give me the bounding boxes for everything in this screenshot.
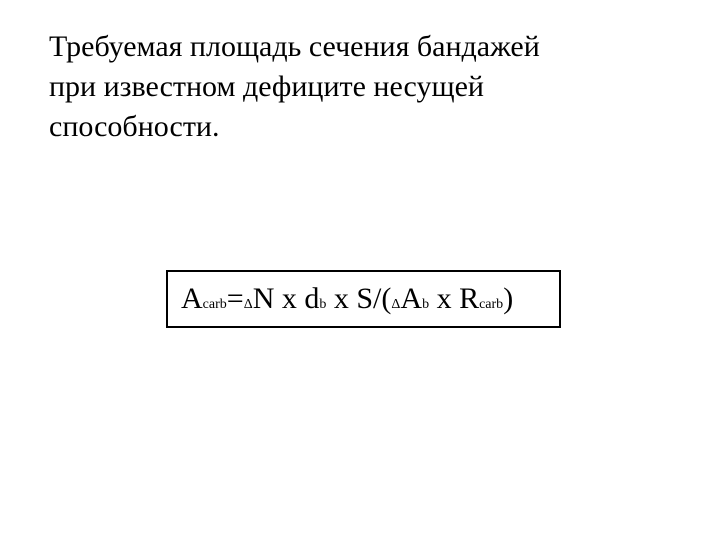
formula-a: A (181, 282, 203, 315)
formula-a-subscript: carb (202, 297, 227, 312)
formula (181, 284, 513, 314)
title-line-2: при известном дефиците несущей (49, 70, 484, 103)
formula-close-paren: ) (503, 282, 514, 315)
formula-a2: A (400, 282, 423, 315)
formula-s-term: x S/( (326, 282, 392, 315)
formula-n-term: N x d (252, 282, 320, 315)
formula-a2-subscript: b (422, 297, 430, 312)
formula-d-subscript: b (319, 297, 327, 312)
title-line-1: Требуемая площадь сечения бандажей (49, 30, 540, 63)
formula-equals: = (226, 282, 244, 315)
delta-symbol-1: Δ (243, 297, 253, 312)
formula-box (166, 270, 561, 328)
formula-r-subscript: carb (479, 297, 504, 312)
title-line-3: способности. (49, 110, 220, 143)
formula-r-term: x R (429, 282, 480, 315)
delta-symbol-2: Δ (391, 297, 401, 312)
slide-title (49, 27, 669, 147)
